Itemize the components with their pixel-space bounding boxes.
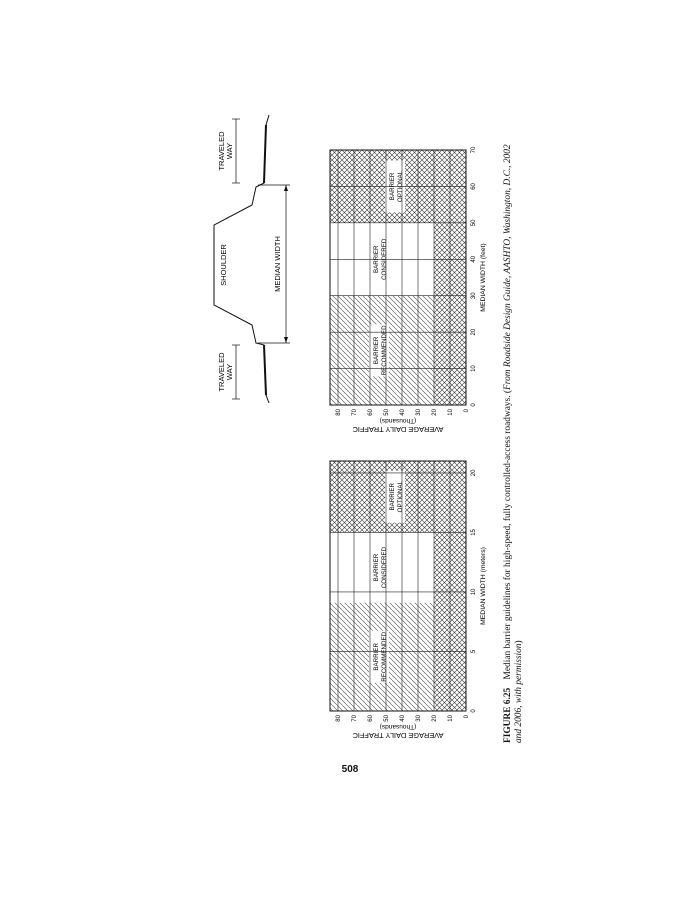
median-cross-section <box>214 115 290 403</box>
y-axis-units: (Thousands) <box>379 723 417 730</box>
y-tick-label: 30 <box>416 715 422 722</box>
y-tick-label: 0 <box>464 409 470 413</box>
figure-caption-rotated <box>503 103 533 743</box>
y-tick-label: 70 <box>352 715 358 722</box>
median-width-label: MEDIAN WIDTH <box>273 236 282 292</box>
y-tick-label: 0 <box>464 715 470 719</box>
left-traveled-way-label-line-2: WAY <box>225 363 234 381</box>
x-tick-label: 70 <box>471 146 477 154</box>
x-axis-label: MEDIAN WIDTH (feet) <box>480 243 487 312</box>
roadway-surface-line <box>264 125 266 395</box>
figure-label: FIGURE 6.25 <box>503 687 513 743</box>
y-axis-units: (Thousands) <box>379 417 417 424</box>
region-label-line: BARRIER <box>389 482 396 511</box>
y-tick-label: 40 <box>400 409 406 416</box>
region-label-line: BARRIER <box>389 172 396 201</box>
y-tick-label: 60 <box>368 715 374 722</box>
region-label-line: CONSIDERED <box>381 546 388 589</box>
y-tick-label: 10 <box>448 715 454 722</box>
y-tick-label: 60 <box>368 409 374 416</box>
figure-svg <box>172 95 487 740</box>
y-tick-label: 40 <box>400 715 406 722</box>
caption-end: ) <box>514 640 524 644</box>
x-tick-label: 15 <box>471 529 477 536</box>
x-tick-label: 20 <box>471 469 477 477</box>
y-tick-label: 50 <box>384 409 390 416</box>
y-tick-label: 50 <box>384 715 390 722</box>
x-tick-label: 40 <box>471 255 477 263</box>
region-label-line: BARRIER <box>373 643 380 671</box>
region-label-line: BARRIER <box>373 245 380 274</box>
region-label-line: CONSIDERED <box>381 238 388 280</box>
x-tick-label: 0 <box>471 403 477 407</box>
right-traveled-way-label-line-2: WAY <box>225 142 234 160</box>
x-tick-label: 50 <box>471 219 477 227</box>
x-tick-label: 20 <box>471 328 477 336</box>
x-tick-label: 10 <box>471 588 477 596</box>
y-axis-label: AVERAGE DAILY TRAFFIC <box>352 425 444 434</box>
right-traveled-way-label-line-1: TRAVELED <box>217 131 226 171</box>
region-label-line: BARRIER <box>373 336 380 365</box>
y-tick-label: 80 <box>336 409 342 416</box>
x-tick-label: 10 <box>471 365 477 372</box>
chart-median-width-feet <box>330 146 487 434</box>
x-axis-label: MEDIAN WIDTH (meters) <box>480 547 487 625</box>
region-label-line: OPTIONAL <box>397 481 404 513</box>
region-label-line: RECOMMENDED <box>381 631 388 682</box>
shoulder-label: SHOULDER <box>219 244 228 286</box>
y-tick-label: 10 <box>448 409 454 416</box>
page-number: 508 <box>341 764 359 775</box>
caption-source: From Roadside Design Guide, AASHTO, Washington, D.C., 2002 and 2006, with permission <box>503 144 524 743</box>
region-label-line: BARRIER <box>373 553 380 582</box>
rotated-figure-group <box>172 95 487 740</box>
y-tick-label: 80 <box>336 715 342 722</box>
left-traveled-way-label-line-1: TRAVELED <box>217 352 226 392</box>
caption-text: Median barrier guidelines for high-speed, fully controlled-access roadways. ( <box>503 389 513 680</box>
region-label-line: RECOMMENDED <box>381 325 388 376</box>
y-axis-label: AVERAGE DAILY TRAFFIC <box>352 731 444 740</box>
y-tick-label: 20 <box>432 715 438 722</box>
figure-caption <box>503 143 525 743</box>
x-tick-label: 0 <box>471 709 477 713</box>
x-tick-label: 60 <box>471 183 477 190</box>
y-tick-label: 70 <box>352 409 358 416</box>
x-tick-label: 30 <box>471 292 477 300</box>
x-tick-label: 5 <box>471 649 477 654</box>
y-tick-label: 30 <box>416 409 422 416</box>
region-label-line: OPTIONAL <box>397 170 404 203</box>
y-tick-label: 20 <box>432 409 438 416</box>
chart-median-width-meters <box>330 461 487 740</box>
